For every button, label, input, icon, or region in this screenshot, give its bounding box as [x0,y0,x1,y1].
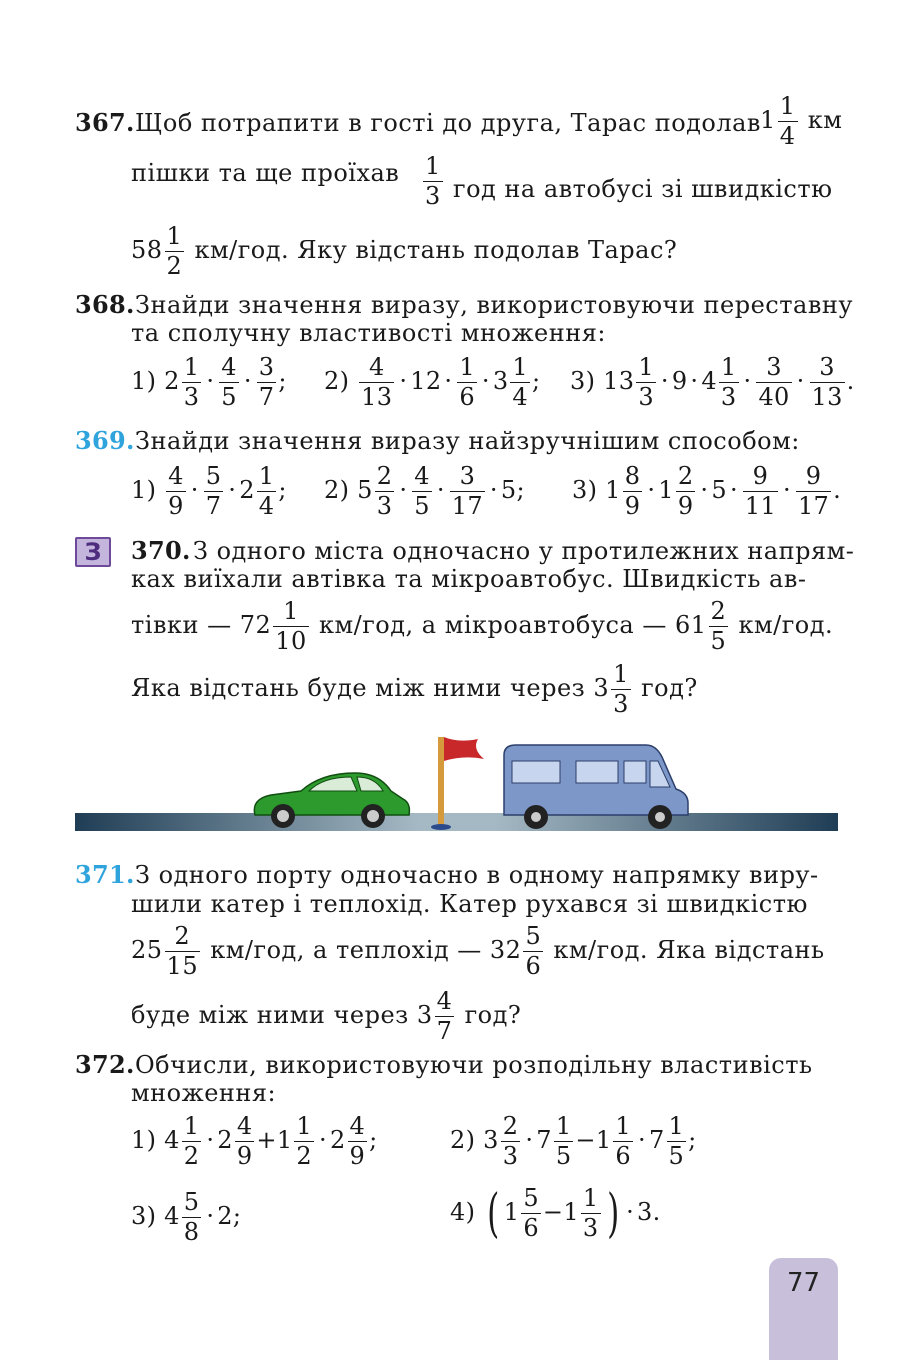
problem-text-line: множення: [131,1079,277,1107]
problem-text-line: пішки та ще проїхав $\frac{1}{3}$ год на автобусі зі швидкістю [131,152,833,210]
fraction: $\frac{1}{4}$ [779,92,796,150]
problem-text-line: Обчисли, використовуючи розподільну властивість [135,1051,813,1079]
problem-number: 369. [75,426,135,455]
problem-text-line: 58 $\frac{1}{2}$ км/год. Яку відстань подолав Тарас? [131,222,678,280]
exercise-2: 2) $\frac{4}{13}$ · 12 · $\frac{1}{6}$ · 3 $\frac{1}{4}$ ; [324,353,541,411]
exercise-3: 3) 4 $\frac{5}{8}$ · 2; [131,1188,242,1246]
problem-text-line: шили катер і теплохід. Катер рухався зі швидкістю [131,890,808,918]
problem-text-line: тівки — 72 $\frac{1}{10}$ км/год, а мікроавтобуса — 61 $\frac{2}{5}$ км/год. [131,597,834,655]
road [75,813,838,831]
road-illustration [75,733,838,835]
exercise-2: 2) 5 $\frac{2}{3}$ · $\frac{4}{5}$ · $\frac{3}{17}$ · 5; [324,462,525,520]
problem-text-line: буде між ними через 3 $\frac{4}{7}$ год? [131,987,522,1045]
task-badge: З [75,537,111,567]
problem-text-line: Знайди значення виразу найзручнішим способом: [135,427,800,455]
exercise-3: 3) 1 $\frac{8}{9}$ · 1 $\frac{2}{9}$ · 5 · $\frac{9}{11}$ · $\frac{9}{17}$ . [572,462,842,520]
exercise-1: 1) 4 $\frac{1}{2}$ · 2 $\frac{4}{9}$ +1 $\frac{1}{2}$ · 2 $\frac{4}{9}$ ; [131,1112,378,1170]
problem-number: 372. [75,1050,135,1079]
fraction: $\frac{1}{2}$ [166,222,183,280]
problem-number: 371. [75,860,135,889]
exercise-4: 4) ( 1 $\frac{5}{6}$ −1 $\frac{1}{3}$ ) · 3. [450,1183,661,1244]
problem-text-line: ках виїхали автівка та мікроавтобус. Швидкість ав- [131,565,807,593]
problem-text-line: Яка відстань буде між ними через 3 $\frac{1}{3}$ год? [131,660,698,718]
exercise-2: 2) 3 $\frac{2}{3}$ · 7 $\frac{1}{5}$ −1 $\frac{1}{6}$ · 7 $\frac{1}{5}$ ; [450,1112,697,1170]
page-number-box [769,1258,838,1360]
exercise-3: 3) 13 $\frac{1}{3}$ · 9 · 4 $\frac{1}{3}$ · $\frac{3}{40}$ · $\frac{3}{13}$ . [570,353,855,411]
exercise-1: 1) $\frac{4}{9}$ · $\frac{5}{7}$ · 2 $\frac{1}{4}$ ; [131,462,287,520]
problem-text-line: Щоб потрапити в гості до друга, Тарас подолав 1 $\frac{1}{4}$ км [135,92,843,150]
page-number: 77 [786,1268,821,1298]
problem-text-line: З одного міста одночасно у протилежних напрям- [193,537,855,565]
problem-text-line: З одного порту одночасно в одному напрямку виру- [135,861,819,889]
problem-text-line: Знайди значення виразу, використовуючи переставну [135,291,853,319]
exercise-1: 1) 2 $\frac{1}{3}$ · $\frac{4}{5}$ · $\frac{3}{7}$ ; [131,353,287,411]
problem-number: 367. [75,108,135,137]
problem-text-line: та сполучну властивості множення: [131,319,606,347]
problem-number: 368. [75,290,135,319]
problem-text-line: 25 $\frac{2}{15}$ км/год, а теплохід — 32 $\frac{5}{6}$ км/год. Яка відстань [131,922,825,980]
fraction: $\frac{1}{3}$ [425,152,441,210]
problem-number: 370. [131,536,191,565]
